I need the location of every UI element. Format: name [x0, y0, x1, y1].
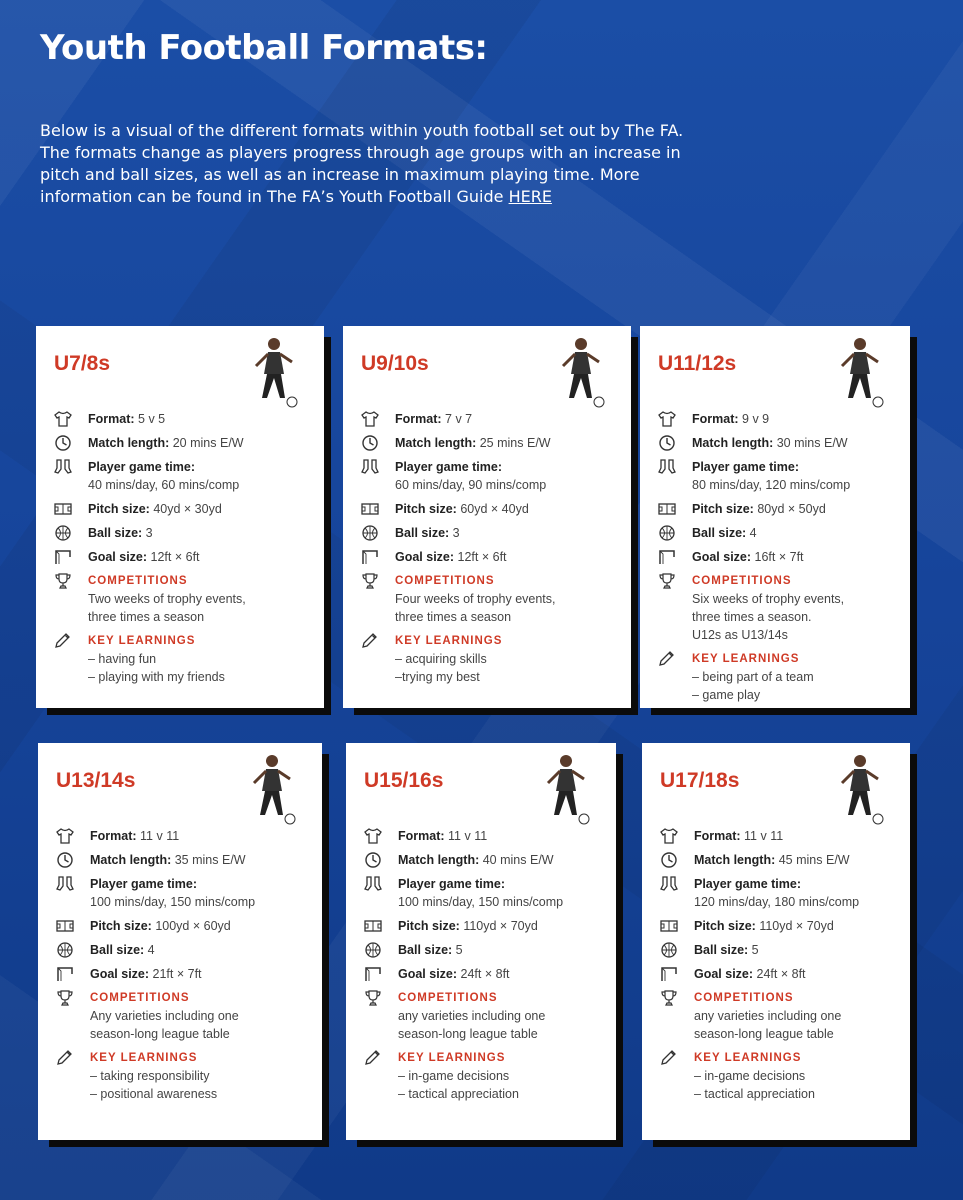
ball-size-label: Ball size: [90, 943, 145, 957]
competitions-line: three times a season. [692, 610, 812, 624]
card-details [54, 410, 314, 686]
card-details [56, 827, 312, 1103]
players-photo [232, 749, 310, 829]
age-group-title: U15/16s [364, 769, 444, 792]
format-value: 11 v 11 [744, 829, 784, 843]
players-photo [541, 332, 619, 412]
goal-size-value: 16ft × 7ft [754, 550, 804, 564]
key-learnings-heading: KEY LEARNINGS [694, 1052, 802, 1064]
game-time-value: 100 mins/day, 150 mins/comp [90, 895, 256, 909]
goal-size-value: 24ft × 8ft [460, 967, 510, 981]
competitions-line: any varieties including one [694, 1009, 842, 1023]
format-row [658, 410, 900, 428]
pitch-size-row [361, 500, 621, 518]
format-row [56, 827, 312, 845]
socks-icon [364, 876, 382, 892]
game-time-label: Player game time: [694, 877, 801, 891]
competitions-heading: COMPETITIONS [90, 992, 190, 1004]
game-time-row [364, 875, 606, 911]
competitions-line: Any varieties including one [90, 1009, 239, 1023]
competitions-text [398, 1007, 606, 1043]
key-learning-item: – positional awareness [90, 1087, 218, 1101]
competitions-line: any varieties including one [398, 1009, 546, 1023]
pitch-icon [361, 501, 379, 517]
format-label: Format: [395, 412, 442, 426]
game-time-row [54, 458, 314, 494]
key-learnings-heading: KEY LEARNINGS [88, 635, 196, 647]
clock-icon [56, 852, 74, 868]
players-photo [234, 332, 312, 412]
pitch-size-value: 100yd × 60yd [155, 919, 231, 933]
ball-size-value: 4 [147, 943, 155, 957]
goal-size-row [658, 548, 900, 566]
ball-size-row [658, 524, 900, 542]
match-length-value: 45 mins E/W [778, 853, 850, 867]
age-group-title: U7/8s [54, 352, 111, 375]
pitch-icon [364, 918, 382, 934]
competitions-line: three times a season [395, 610, 512, 624]
ball-icon [56, 942, 74, 958]
pitch-size-label: Pitch size: [90, 919, 152, 933]
goal-size-row [364, 965, 606, 983]
format-label: Format: [694, 829, 741, 843]
pencil-icon [56, 1050, 74, 1066]
clock-icon [54, 435, 72, 451]
goal-size-row [54, 548, 314, 566]
pitch-icon [56, 918, 74, 934]
ball-icon [361, 525, 379, 541]
match-length-value: 30 mins E/W [776, 436, 848, 450]
competitions-text [90, 1007, 312, 1043]
format-row [364, 827, 606, 845]
pitch-icon [658, 501, 676, 517]
ball-size-value: 3 [452, 526, 460, 540]
goal-size-label: Goal size: [694, 967, 754, 981]
goal-size-label: Goal size: [395, 550, 455, 564]
key-learnings-heading: KEY LEARNINGS [692, 653, 800, 665]
match-length-row [361, 434, 621, 452]
intro-text: Below is a visual of the different formats within youth football set out by The FA. The formats change as players progress through age groups with an increase in pitch and ball sizes, as well as an increase in maximum playing time. More information can be found in The FA’s Youth Football Guide [40, 121, 684, 206]
clock-icon [658, 435, 676, 451]
goal-size-row [660, 965, 900, 983]
competitions-heading: COMPETITIONS [398, 992, 498, 1004]
format-label: Format: [90, 829, 137, 843]
goal-icon [658, 549, 676, 565]
format-label: Format: [692, 412, 739, 426]
key-learnings-text [692, 668, 900, 704]
key-learnings-heading: KEY LEARNINGS [90, 1052, 198, 1064]
goal-size-label: Goal size: [90, 967, 150, 981]
goal-size-value: 12ft × 6ft [150, 550, 200, 564]
pitch-size-row [364, 917, 606, 935]
format-value: 11 v 11 [140, 829, 180, 843]
match-length-row [56, 851, 312, 869]
ball-size-row [660, 941, 900, 959]
ball-size-value: 3 [145, 526, 153, 540]
key-learning-item: – taking responsibility [90, 1069, 210, 1083]
format-value: 9 v 9 [742, 412, 770, 426]
key-learnings-heading: KEY LEARNINGS [395, 635, 503, 647]
match-length-label: Match length: [90, 853, 172, 867]
match-length-row [54, 434, 314, 452]
match-length-value: 25 mins E/W [479, 436, 551, 450]
pitch-size-row [658, 500, 900, 518]
match-length-value: 35 mins E/W [174, 853, 246, 867]
trophy-icon [54, 573, 72, 589]
guide-link[interactable]: HERE [508, 187, 552, 206]
socks-icon [660, 876, 678, 892]
ball-size-label: Ball size: [694, 943, 749, 957]
pitch-size-row [54, 500, 314, 518]
goal-size-value: 21ft × 7ft [152, 967, 202, 981]
pitch-size-label: Pitch size: [398, 919, 460, 933]
match-length-value: 40 mins E/W [482, 853, 554, 867]
competitions-row [364, 989, 606, 1043]
pitch-icon [660, 918, 678, 934]
goal-size-value: 12ft × 6ft [457, 550, 507, 564]
key-learning-item: – game play [692, 688, 761, 702]
key-learnings-row [54, 632, 314, 686]
pitch-size-label: Pitch size: [692, 502, 754, 516]
goal-icon [660, 966, 678, 982]
game-time-value: 60 mins/day, 90 mins/comp [395, 478, 547, 492]
key-learnings-text [395, 650, 621, 686]
pencil-icon [660, 1050, 678, 1066]
key-learnings-text [88, 650, 314, 686]
socks-icon [361, 459, 379, 475]
goal-icon [364, 966, 382, 982]
page-title: Youth Football Formats: [40, 28, 488, 68]
pitch-icon [54, 501, 72, 517]
goal-icon [54, 549, 72, 565]
game-time-value: 100 mins/day, 150 mins/comp [398, 895, 564, 909]
goal-size-row [56, 965, 312, 983]
ball-size-row [364, 941, 606, 959]
key-learning-item: – having fun [88, 652, 157, 666]
competitions-row [660, 989, 900, 1043]
format-label: Format: [398, 829, 445, 843]
match-length-label: Match length: [694, 853, 776, 867]
pitch-size-value: 80yd × 50yd [757, 502, 826, 516]
format-card-2 [345, 328, 629, 706]
key-learnings-text [90, 1067, 312, 1103]
age-group-title: U17/18s [660, 769, 740, 792]
competitions-heading: COMPETITIONS [88, 575, 188, 587]
ball-size-row [54, 524, 314, 542]
key-learnings-row [364, 1049, 606, 1103]
shirt-icon [54, 411, 72, 427]
competitions-line: season-long league table [90, 1027, 230, 1041]
pitch-size-value: 40yd × 30yd [153, 502, 222, 516]
key-learning-item: – being part of a team [692, 670, 814, 684]
socks-icon [658, 459, 676, 475]
game-time-row [361, 458, 621, 494]
shirt-icon [658, 411, 676, 427]
goal-size-label: Goal size: [398, 967, 458, 981]
game-time-label: Player game time: [398, 877, 505, 891]
goal-size-value: 24ft × 8ft [756, 967, 806, 981]
format-card-4 [40, 745, 320, 1138]
ball-size-value: 5 [455, 943, 463, 957]
key-learnings-row [660, 1049, 900, 1103]
competitions-row [658, 572, 900, 644]
match-length-value: 20 mins E/W [172, 436, 244, 450]
players-photo [820, 749, 898, 829]
key-learnings-text [398, 1067, 606, 1103]
ball-icon [364, 942, 382, 958]
format-value: 5 v 5 [138, 412, 166, 426]
intro-paragraph [40, 120, 700, 208]
game-time-row [658, 458, 900, 494]
card-details [364, 827, 606, 1103]
trophy-icon [56, 990, 74, 1006]
competitions-text [88, 590, 314, 626]
key-learning-item: – tactical appreciation [398, 1087, 519, 1101]
competitions-text [692, 590, 900, 644]
trophy-icon [364, 990, 382, 1006]
age-group-title: U13/14s [56, 769, 136, 792]
game-time-value: 80 mins/day, 120 mins/comp [692, 478, 851, 492]
trophy-icon [660, 990, 678, 1006]
format-card-5 [348, 745, 614, 1138]
key-learning-item: – tactical appreciation [694, 1087, 815, 1101]
pitch-size-row [56, 917, 312, 935]
ball-icon [54, 525, 72, 541]
pitch-size-label: Pitch size: [395, 502, 457, 516]
format-row [54, 410, 314, 428]
competitions-line: Two weeks of trophy events, [88, 592, 246, 606]
competitions-line: season-long league table [694, 1027, 834, 1041]
goal-size-label: Goal size: [692, 550, 752, 564]
key-learnings-row [361, 632, 621, 686]
competitions-line: Six weeks of trophy events, [692, 592, 845, 606]
trophy-icon [658, 573, 676, 589]
clock-icon [364, 852, 382, 868]
competitions-text [395, 590, 621, 626]
pitch-size-row [660, 917, 900, 935]
key-learnings-heading: KEY LEARNINGS [398, 1052, 506, 1064]
game-time-label: Player game time: [395, 460, 502, 474]
key-learning-item: – acquiring skills [395, 652, 487, 666]
competitions-row [56, 989, 312, 1043]
ball-size-row [361, 524, 621, 542]
format-card-1 [38, 328, 322, 706]
pencil-icon [54, 633, 72, 649]
goal-icon [361, 549, 379, 565]
format-card-3 [642, 328, 908, 706]
shirt-icon [56, 828, 74, 844]
competitions-heading: COMPETITIONS [692, 575, 792, 587]
players-photo [526, 749, 604, 829]
pencil-icon [361, 633, 379, 649]
pitch-size-value: 110yd × 70yd [759, 919, 834, 933]
competitions-line: three times a season [88, 610, 205, 624]
match-length-row [364, 851, 606, 869]
game-time-label: Player game time: [692, 460, 799, 474]
card-details [361, 410, 621, 686]
competitions-heading: COMPETITIONS [694, 992, 794, 1004]
game-time-row [660, 875, 900, 911]
clock-icon [361, 435, 379, 451]
competitions-row [54, 572, 314, 626]
ball-size-value: 4 [749, 526, 757, 540]
age-group-title: U11/12s [658, 352, 737, 375]
format-label: Format: [88, 412, 135, 426]
ball-icon [660, 942, 678, 958]
key-learning-item: – in-game decisions [694, 1069, 806, 1083]
ball-icon [658, 525, 676, 541]
ball-size-label: Ball size: [398, 943, 453, 957]
ball-size-label: Ball size: [692, 526, 747, 540]
socks-icon [56, 876, 74, 892]
pitch-size-label: Pitch size: [88, 502, 150, 516]
ball-size-value: 5 [751, 943, 759, 957]
age-group-title: U9/10s [361, 352, 429, 375]
pencil-icon [658, 651, 676, 667]
goal-size-row [361, 548, 621, 566]
ball-size-label: Ball size: [88, 526, 143, 540]
format-card-6 [644, 745, 908, 1138]
key-learning-item: – playing with my friends [88, 670, 225, 684]
match-length-label: Match length: [692, 436, 774, 450]
format-value: 7 v 7 [445, 412, 473, 426]
goal-size-label: Goal size: [88, 550, 148, 564]
competitions-row [361, 572, 621, 626]
competitions-heading: COMPETITIONS [395, 575, 495, 587]
match-length-label: Match length: [395, 436, 477, 450]
format-row [660, 827, 900, 845]
card-details [660, 827, 900, 1103]
match-length-row [660, 851, 900, 869]
shirt-icon [361, 411, 379, 427]
goal-icon [56, 966, 74, 982]
ball-size-row [56, 941, 312, 959]
socks-icon [54, 459, 72, 475]
game-time-label: Player game time: [88, 460, 195, 474]
match-length-row [658, 434, 900, 452]
ball-size-label: Ball size: [395, 526, 450, 540]
pitch-size-value: 110yd × 70yd [463, 919, 538, 933]
game-time-label: Player game time: [90, 877, 197, 891]
competitions-line: season-long league table [398, 1027, 538, 1041]
format-value: 11 v 11 [448, 829, 488, 843]
key-learnings-row [658, 650, 900, 704]
pencil-icon [364, 1050, 382, 1066]
match-length-label: Match length: [88, 436, 170, 450]
shirt-icon [660, 828, 678, 844]
competitions-line: U12s as U13/14s [692, 628, 788, 642]
key-learnings-row [56, 1049, 312, 1103]
match-length-label: Match length: [398, 853, 480, 867]
game-time-value: 120 mins/day, 180 mins/comp [694, 895, 860, 909]
key-learnings-text [694, 1067, 900, 1103]
competitions-text [694, 1007, 900, 1043]
format-row [361, 410, 621, 428]
card-details [658, 410, 900, 704]
clock-icon [660, 852, 678, 868]
trophy-icon [361, 573, 379, 589]
pitch-size-label: Pitch size: [694, 919, 756, 933]
game-time-value: 40 mins/day, 60 mins/comp [88, 478, 240, 492]
game-time-row [56, 875, 312, 911]
competitions-line: Four weeks of trophy events, [395, 592, 556, 606]
players-photo [820, 332, 898, 412]
shirt-icon [364, 828, 382, 844]
key-learning-item: –trying my best [395, 670, 480, 684]
key-learning-item: – in-game decisions [398, 1069, 510, 1083]
pitch-size-value: 60yd × 40yd [460, 502, 529, 516]
